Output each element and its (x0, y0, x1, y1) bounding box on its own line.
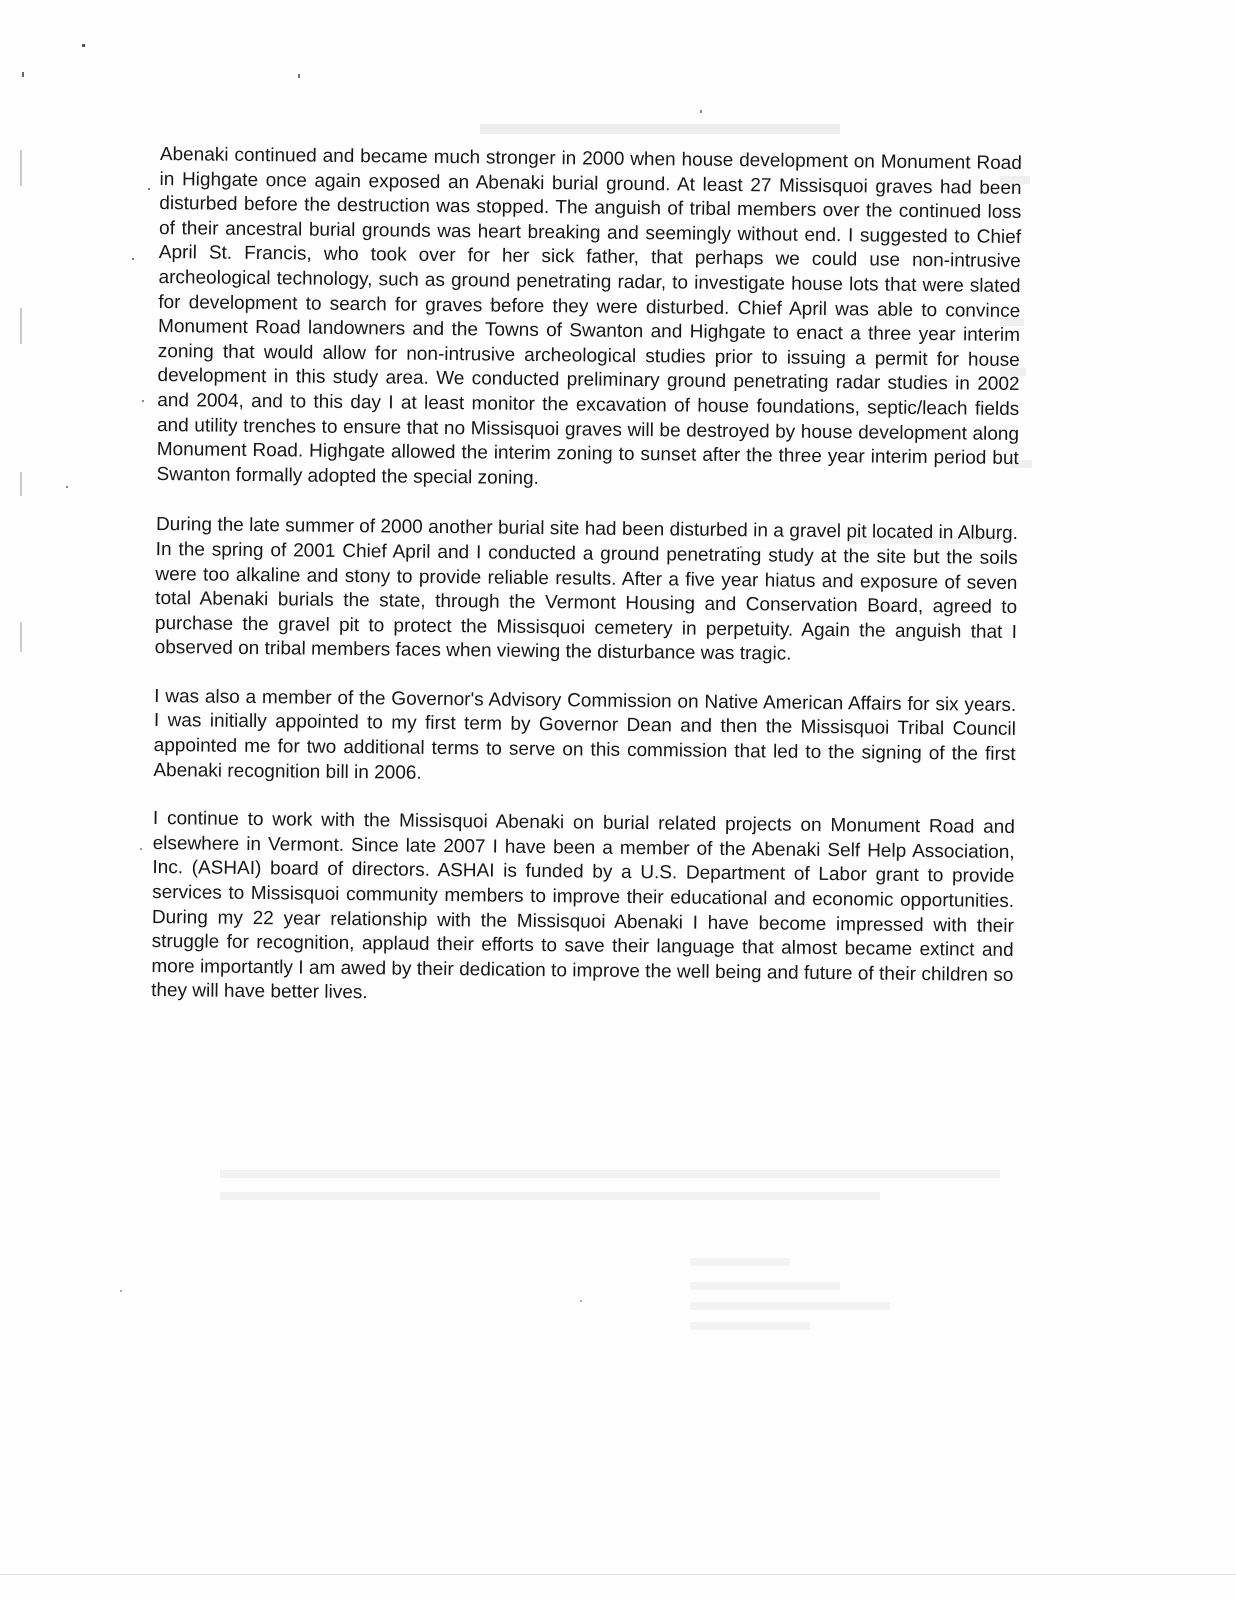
bleed-through-line (690, 1282, 840, 1290)
paragraph-continued-work-ashai: I continue to work with the Missisquoi Abenaki on burial related projects on Monument Road and elsewhere in Vermont. Since late 2007 I have been a member of the Abenaki Self Help Association, Inc. (ASHAI) board of directors. ASHAI is funded by a U.S. Department of Labor grant to provide services to Missisquoi community members to improve their educational and economic opportunities. During my 22 year relationship with the Missisquoi Abenaki I have become impressed with their struggle for recognition, applaud their efforts to save their language that almost became extinct and more importantly I am awed by their dedication to improve the well being and future of their children so they will have better lives. (151, 808, 1015, 1004)
margin-line (20, 308, 22, 344)
margin-line (20, 472, 22, 496)
paragraph-governors-commission: I was also a member of the Governor's Advisory Commission on Native American Affairs for six years. I was initially appointed to my first term by Governor Dean and then the Missisquoi Tribal Council appointed me for two additional terms to serve on this commission that led to the signing of the first Abenaki recognition bill in 2006. (153, 685, 1017, 784)
bleed-through-line (220, 1192, 880, 1200)
scan-speck (148, 188, 150, 190)
letter-body (151, 143, 1022, 1037)
paragraph-alburg-gravel-pit: During the late summer of 2000 another burial site had been disturbed in a gravel pit located in Alburg. In the spring of 2001 Chief April and I conducted a ground penetrating study at the site but the soils were too alkaline and stony to provide reliable results. After a five year hiatus and exposure of seven total Abenaki burials the state, through the Vermont Housing and Conservation Board, agreed to purchase the gravel pit to protect the Missisquoi cemetery in perpetuity. Again the anguish that I observed on tribal members faces when viewing the disturbance was tragic. (154, 514, 1019, 665)
bleed-through-line (690, 1258, 790, 1266)
scan-speck (22, 72, 24, 77)
scan-speck (120, 1290, 122, 1292)
scan-speck (82, 44, 85, 47)
bleed-through-line (690, 1302, 890, 1310)
bottom-edge-line (0, 1574, 1236, 1575)
paragraph-burial-ground-monument-road: Abenaki continued and became much stronger in 2000 when house development on Monument Road in Highgate once again exposed an Abenaki burial ground. At least 27 Missisquoi graves had been disturbed before the destruction was stopped. The anguish of tribal members over the continued loss of their ancestral burial grounds was heart breaking and seemingly without end. I suggested to Chief April St. Francis, who took over for her sick father, that perhaps we could use non-intrusive archeological technology, such as ground penetrating radar, to investigate house lots that were slated for development to search for graves before they were disturbed. Chief April was able to convince Monument Road landowners and the Towns of Swanton and Highgate to enact a three year interim zoning that would allow for non-intrusive archeological studies prior to issuing a permit for house development in this study area. We conducted preliminary ground penetrating radar studies in 2002 and 2004, and to this day I at least monitor the excavation of house foundations, septic/leach fields and utility trenches to ensure that no Missisquoi graves will be destroyed by house development along Monument Road. Highgate allowed the interim zoning to sunset after the three year interim period but Swanton formally adopted the special zoning. (156, 143, 1022, 489)
margin-line (20, 150, 22, 186)
scan-speck (142, 400, 144, 402)
bleed-through-line (480, 124, 840, 134)
margin-line (20, 622, 22, 652)
scan-speck (132, 258, 134, 260)
scan-speck (700, 110, 702, 113)
scan-speck (580, 1300, 582, 1302)
scan-speck (298, 74, 300, 78)
bleed-through-line (690, 1322, 810, 1330)
scan-speck (140, 848, 142, 850)
scan-speck (66, 486, 68, 488)
bleed-through-line (220, 1170, 1000, 1178)
